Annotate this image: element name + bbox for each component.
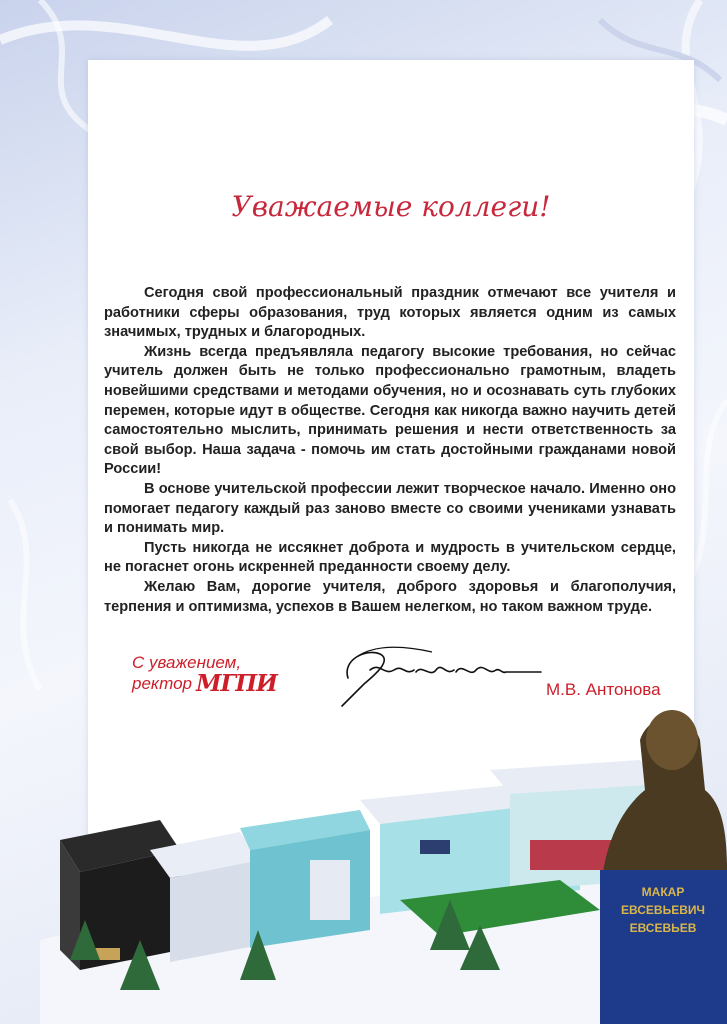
closing-title-row xyxy=(132,670,277,697)
closing-block xyxy=(132,652,277,697)
plaque-line: ЕВСЕВЬЕВ xyxy=(629,921,697,935)
rector-monument xyxy=(600,710,727,1024)
signer-name: М.В. Антонова xyxy=(546,680,661,699)
closing-regards: С уважением, xyxy=(132,653,242,672)
plaque-line: МАКАР xyxy=(641,885,685,899)
university-logo: МГПИ xyxy=(196,670,277,697)
closing-title: ректор xyxy=(132,674,193,693)
letter-paragraph: Пусть никогда не иссякнет доброта и мудрость в учительском сердце, не погаснет огонь искренней преданности своему делу. xyxy=(104,539,676,576)
letter-body xyxy=(104,284,676,617)
letter-paragraph: Сегодня свой профессиональный праздник отмечают все учителя и работники сферы образования, труд которых является одним из самых значимых, трудных и благородных. xyxy=(104,285,676,341)
building-teal xyxy=(240,810,370,948)
letter-paragraph: В основе учительской профессии лежит творческое начало. Именно оно помогает педагогу каждый раз заново вместе со своими учениками узнавать и понимать мир. xyxy=(104,480,676,537)
letter-paragraph: Желаю Вам, дорогие учителя, доброго здоровья и благополучия, терпения и оптимизма, успехов в Вашем нелегком, но таком важном труде. xyxy=(104,578,676,615)
plaque-line: ЕВСЕВЬЕВИЧ xyxy=(621,903,705,917)
letter-paragraph: Жизнь всегда предъявляла педагогу высокие требования, но сейчас учитель должен быть не только профессионально грамотным, владеть новейшими средствами и методами обучения, но и осознавать суть глубоких перемен, которые идут в обществе. Сегодня как никогда важно научить детей самостоятельно мыслить, принимать решения и нести ответственность за свой выбор. Наша задача - помочь им стать достойными гражданами новой России! xyxy=(104,343,676,478)
university-campus-illustration xyxy=(40,700,727,1024)
letter-heading: Уважаемые коллеги! xyxy=(231,190,551,223)
